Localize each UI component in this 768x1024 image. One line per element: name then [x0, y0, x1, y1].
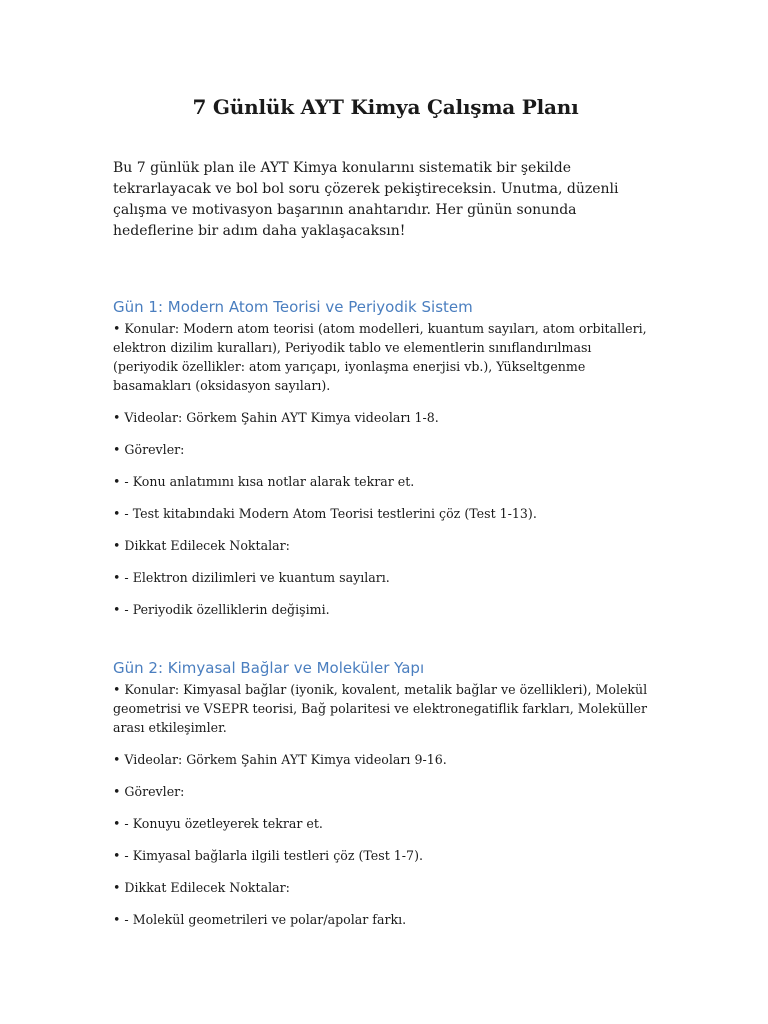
page-title: 7 Günlük AYT Kimya Çalışma Planı	[192, 95, 579, 119]
intro-paragraph: Bu 7 günlük plan ile AYT Kimya konularını sistematik bir şekilde tekrarlayacak ve bol bol soru çözerek pekiştireceksin. Unutma, düzenli çalışma ve motivasyon başarının anahtarıdır. Her günün sonunda hedeflerine bir adım daha yaklaşacaksın!	[113, 160, 619, 239]
day-2-videos: • Videolar: Görkem Şahin AYT Kimya videoları 9-16.	[113, 752, 447, 767]
day-1-section	[113, 297, 658, 632]
day-2-note-1: • - Molekül geometrileri ve polar/apolar farkı.	[113, 912, 407, 927]
day-1-task-1: • - Konu anlatımını kısa notlar alarak tekrar et.	[113, 474, 415, 489]
day-2-task-2: • - Kimyasal bağlarla ilgili testleri çöz (Test 1-7).	[113, 848, 423, 863]
day-1-heading: Gün 1: Modern Atom Teorisi ve Periyodik Sistem	[113, 298, 473, 316]
day-2-section	[113, 658, 658, 942]
day-2-topics: • Konular: Kimyasal bağlar (iyonik, kovalent, metalik bağlar ve özellikleri), Molekül geometrisi ve VSEPR teorisi, Bağ polaritesi ve elektronegatiflik farkları, Moleküller arası etkileşimler.	[113, 682, 648, 735]
day-2-heading: Gün 2: Kimyasal Bağlar ve Moleküler Yapı	[113, 659, 425, 677]
day-1-tasks-label: • Görevler:	[113, 442, 185, 457]
day-1-note-1: • - Elektron dizilimleri ve kuantum sayıları.	[113, 570, 390, 585]
day-2-tasks-label: • Görevler:	[113, 784, 185, 799]
day-1-note-2: • - Periyodik özelliklerin değişimi.	[113, 602, 330, 617]
day-1-videos: • Videolar: Görkem Şahin AYT Kimya videoları 1-8.	[113, 410, 439, 425]
day-1-task-2: • - Test kitabındaki Modern Atom Teorisi testlerini çöz (Test 1-13).	[113, 506, 537, 521]
day-2-task-1: • - Konuyu özetleyerek tekrar et.	[113, 816, 323, 831]
day-2-notes-label: • Dikkat Edilecek Noktalar:	[113, 880, 290, 895]
day-1-notes-label: • Dikkat Edilecek Noktalar:	[113, 538, 290, 553]
day-1-topics: • Konular: Modern atom teorisi (atom modelleri, kuantum sayıları, atom orbitalleri, elektron dizilim kuralları), Periyodik tablo ve elementlerin sınıflandırılması (periyodik özellikler: atom yarıçapı, iyonlaşma enerjisi vb.), Yükseltgenme basamakları (oksidasyon sayıları).	[113, 321, 647, 393]
